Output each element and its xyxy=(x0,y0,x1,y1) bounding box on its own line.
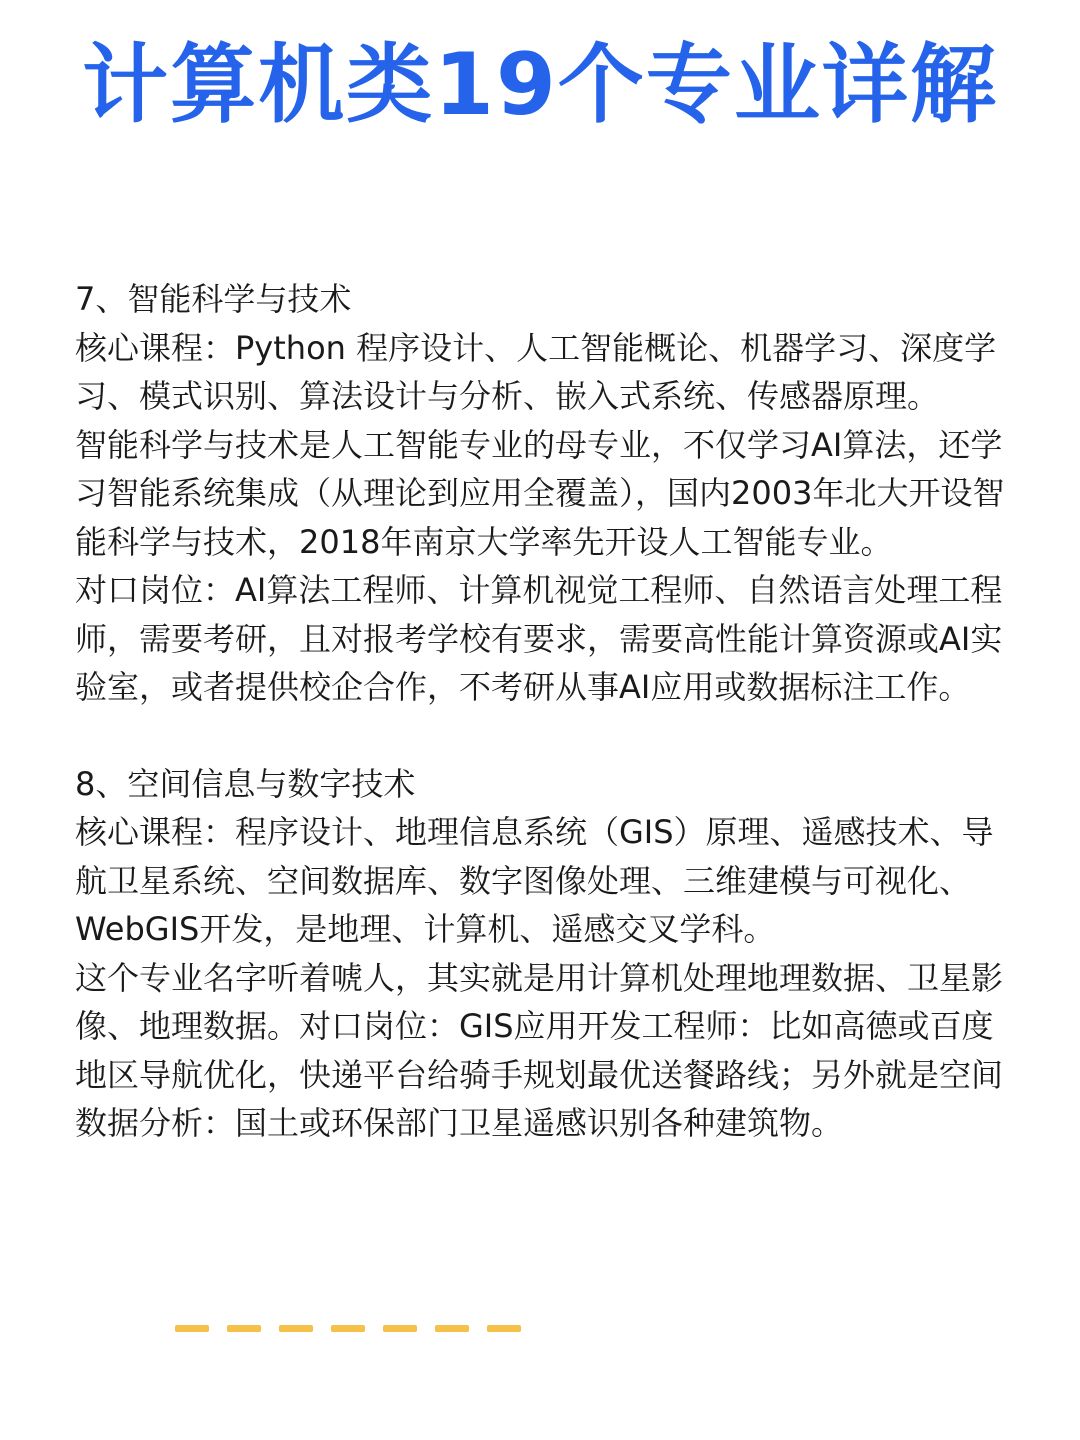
core-courses-paragraph: 核心课程：程序设计、地理信息系统（GIS）原理、遥感技术、导航卫星系统、空间数据库、数字图像处理、三维建模与可视化、WebGIS开发，是地理、计算机、遥感交叉学科。 xyxy=(75,813,994,948)
description-paragraph: 智能科学与技术是人工智能专业的母专业，不仅学习AI算法，还学习智能系统集成（从理论到应用全覆盖），国内2003年北大开设智能科学与技术，2018年南京大学率先开设人工智能专业。 xyxy=(75,425,1005,561)
core-courses-paragraph: 核心课程：Python 程序设计、人工智能概论、机器学习、深度学习、模式识别、算法设计与分析、嵌入式系统、传感器原理。 xyxy=(75,328,997,415)
decorative-dash-line xyxy=(175,1325,521,1332)
decorative-dash xyxy=(383,1325,417,1332)
section-intelligence-science xyxy=(75,275,1015,712)
section-spatial-information xyxy=(75,760,1015,1148)
decorative-dash xyxy=(175,1325,209,1332)
decorative-dash xyxy=(227,1325,261,1332)
section-heading: 7、智能科学与技术 xyxy=(75,280,352,318)
decorative-dash xyxy=(435,1325,469,1332)
article-body xyxy=(75,275,1015,1148)
section-heading: 8、空间信息与数字技术 xyxy=(75,764,416,803)
decorative-dash xyxy=(279,1325,313,1332)
page-title: 计算机类19个专业详解 xyxy=(82,35,998,135)
decorative-dash xyxy=(487,1325,521,1332)
description-paragraph: 这个专业名字听着唬人，其实就是用计算机处理地理数据、卫星影像、地理数据。对口岗位：GIS应用开发工程师：比如高德或百度地区导航优化，快递平台给骑手规划最优送餐路线；另外就是空间数据分析：国土或环保部门卫星遥感识别各种建筑物。 xyxy=(75,958,1004,1142)
jobs-paragraph: 对口岗位：AI算法工程师、计算机视觉工程师、自然语言处理工程师，需要考研，且对报考学校有要求，需要高性能计算资源或AI实验室，或者提供校企合作，不考研从事AI应用或数据标注工作。 xyxy=(75,571,1003,706)
decorative-dash xyxy=(331,1325,365,1332)
